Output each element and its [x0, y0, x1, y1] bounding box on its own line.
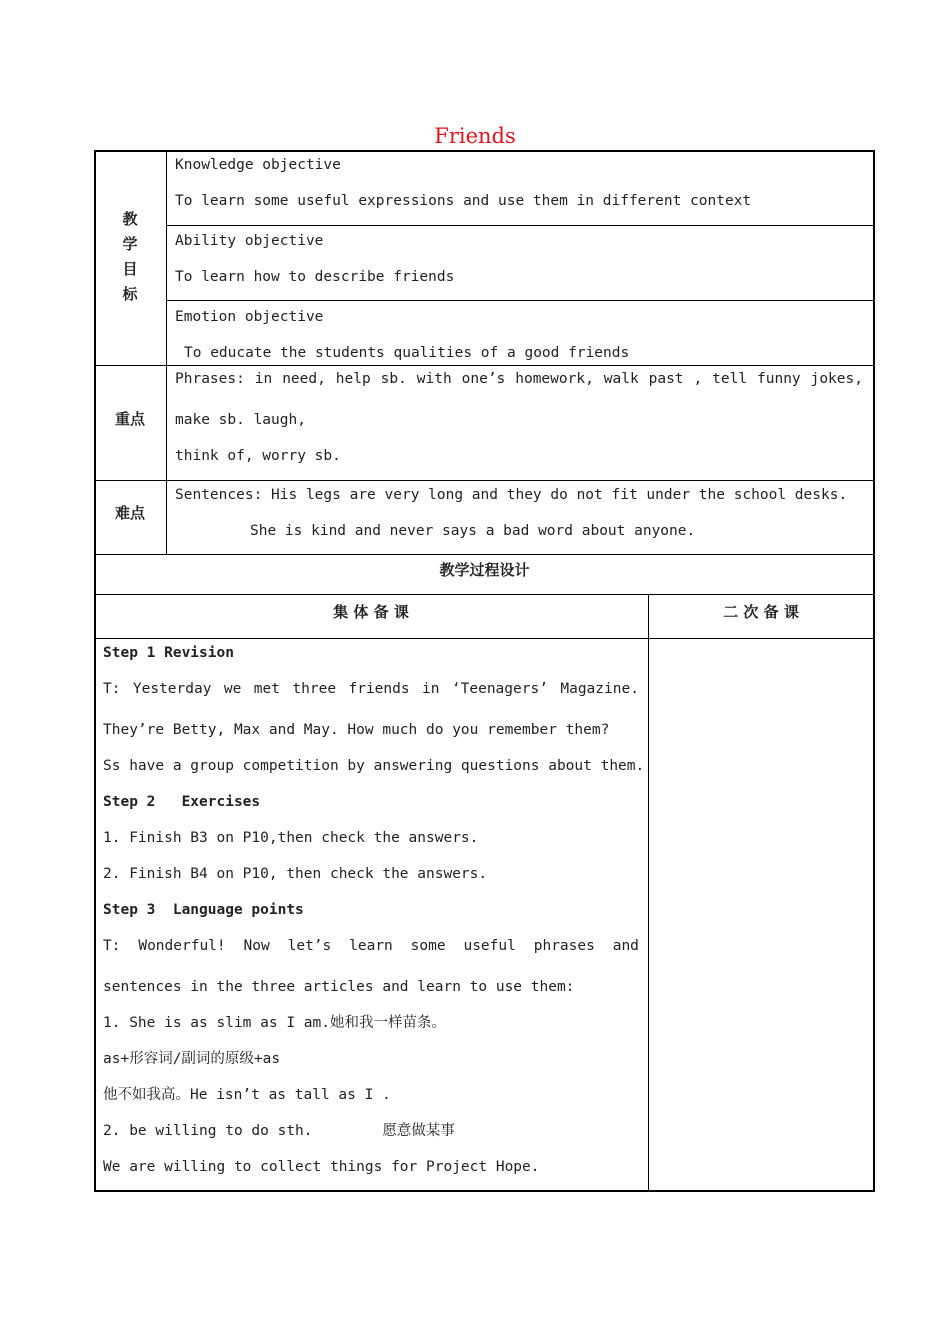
objectives-label-char: 教 [122, 210, 138, 228]
word: walk [603, 371, 639, 387]
table-border-bottom [94, 1190, 875, 1192]
word: one’s [461, 371, 506, 387]
difficult-points-label: 难点 [114, 504, 145, 522]
row-divider [94, 365, 875, 366]
row-divider [166, 225, 874, 226]
objectives-label [94, 207, 166, 307]
word: in [422, 681, 440, 697]
objectives-label-char: 目 [122, 260, 138, 278]
table-border-top [94, 150, 875, 152]
key-points-line1 [175, 370, 863, 388]
step2-heading: Step 2 Exercises [103, 794, 261, 810]
process-title: 教学过程设计 [439, 561, 530, 579]
word: let’s [287, 938, 332, 954]
word: Phrases: [175, 371, 245, 387]
knowledge-objective-text: To learn some useful expressions and use them in different context [175, 193, 752, 209]
language-point-2-example: We are willing to collect things for Project Hope. [103, 1159, 540, 1175]
key-points-label: 重点 [114, 410, 145, 428]
col-header-second: 二 次 备 课 [723, 603, 799, 621]
word: three [292, 681, 337, 697]
knowledge-objective-heading: Knowledge objective [175, 157, 341, 173]
row-divider [94, 594, 875, 595]
key-points-line2: make sb. laugh, [175, 412, 306, 428]
word: Yesterday [132, 681, 212, 697]
word: past [648, 371, 684, 387]
step3-heading: Step 3 Language points [103, 902, 304, 918]
language-point-2: 2. be willing to do sth. 愿意做某事 [103, 1123, 455, 1139]
step1-line2: They’re Betty, Max and May. How much do you remember them? [103, 722, 610, 738]
step1-line1 [103, 680, 639, 698]
row-divider [94, 554, 875, 555]
word: we [223, 681, 242, 697]
row-divider [94, 638, 875, 639]
word: T: [103, 938, 121, 954]
lesson-plan-table [94, 150, 875, 1192]
col-header-main: 集 体 备 课 [333, 603, 409, 621]
difficult-points-line2: She is kind and never says a bad word about anyone. [250, 523, 696, 539]
word: friends [348, 681, 410, 697]
word: Wonderful! [138, 938, 226, 954]
objectives-label-char: 学 [122, 235, 138, 253]
ability-objective-text: To learn how to describe friends [175, 269, 455, 285]
word: learn [349, 938, 393, 954]
ability-objective-heading: Ability objective [175, 233, 324, 249]
step1-line3: Ss have a group competition by answering questions about them. [103, 758, 645, 774]
language-point-1-pattern: as+形容词/副词的原级+as [103, 1051, 281, 1067]
step3-line2: sentences in the three articles and learn to use them: [103, 979, 575, 995]
word: phrases [533, 938, 595, 954]
language-point-1-example: 他不如我高。He isn’t as tall as I . [103, 1087, 391, 1103]
word: in [254, 371, 273, 387]
step1-heading: Step 1 Revision [103, 645, 234, 661]
word: useful [463, 938, 516, 954]
word: homework, [515, 371, 594, 387]
word: T: [103, 681, 121, 697]
language-point-1: 1. She is as slim as I am.她和我一样苗条。 [103, 1015, 446, 1031]
step2-item1: 1. Finish B3 on P10,then check the answers. [103, 830, 479, 846]
row-divider [166, 300, 874, 301]
word: sb. [380, 371, 407, 387]
step2-item2: 2. Finish B4 on P10, then check the answers. [103, 866, 488, 882]
step3-line1 [103, 937, 639, 955]
objectives-label-char: 标 [122, 285, 138, 303]
page-title: Friends [434, 124, 516, 148]
word: ‘Teenagers’ [451, 681, 548, 697]
word: Now [243, 938, 270, 954]
word: help [335, 371, 371, 387]
key-points-line3: think of, worry sb. [175, 448, 341, 464]
emotion-objective-text: To educate the students qualities of a good friends [184, 345, 630, 361]
label-column-divider [166, 150, 167, 554]
word: some [410, 938, 446, 954]
word: need, [282, 371, 326, 387]
difficult-points-line1: Sentences: His legs are very long and they do not fit under the school desks. [175, 487, 848, 503]
table-border-right [873, 150, 875, 1192]
word: with [416, 371, 452, 387]
process-column-divider [648, 594, 649, 1192]
word: Magazine. [560, 681, 639, 697]
word: tell [712, 371, 748, 387]
word: , [693, 371, 703, 387]
word: met [253, 681, 280, 697]
emotion-objective-heading: Emotion objective [175, 309, 324, 325]
word: funny [757, 371, 801, 387]
row-divider [94, 480, 875, 481]
word: and [612, 938, 639, 954]
word: jokes, [810, 371, 863, 387]
